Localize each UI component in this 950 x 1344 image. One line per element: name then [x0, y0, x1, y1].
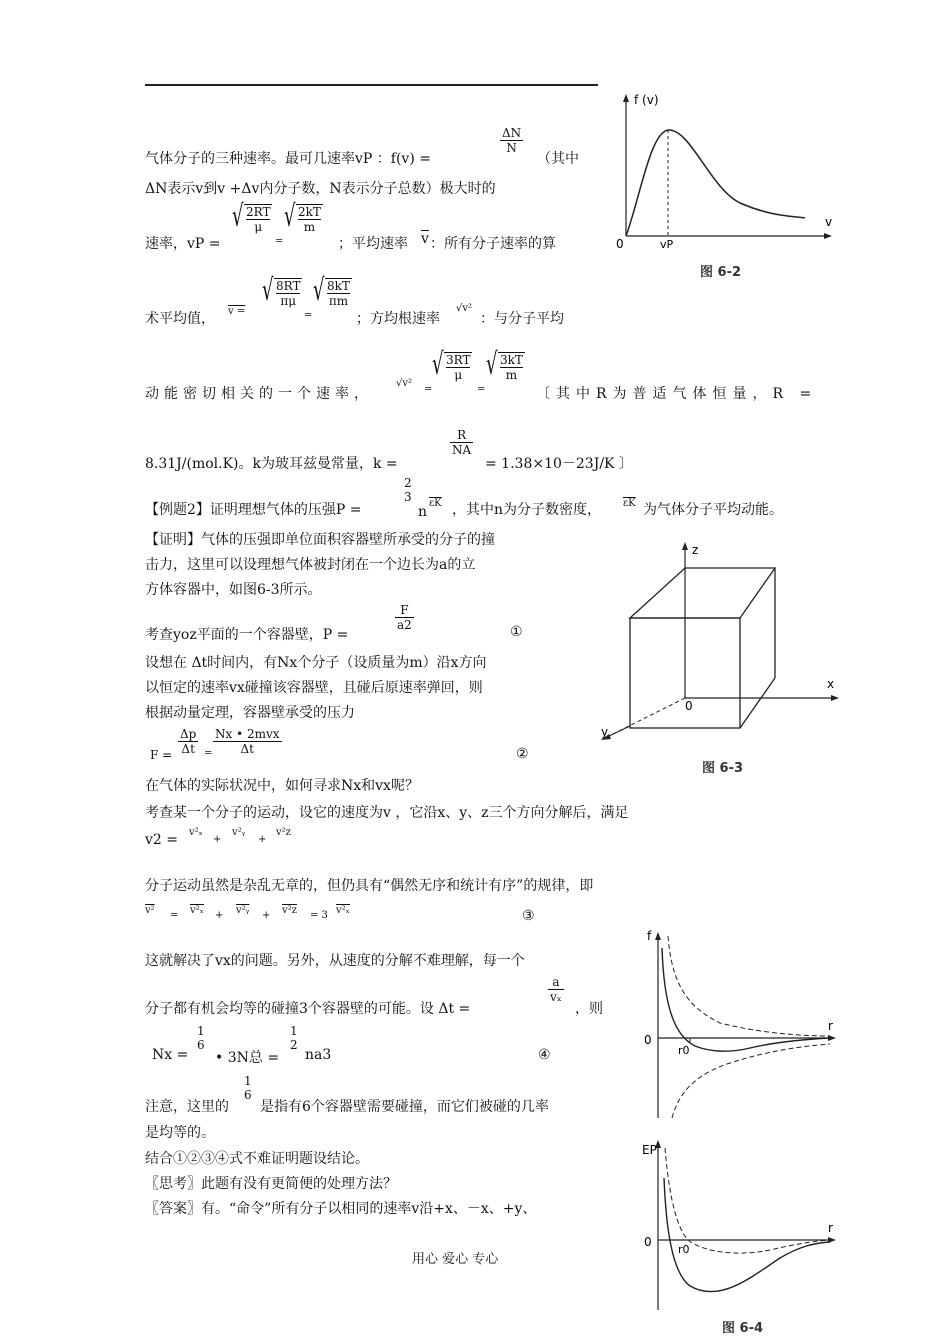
denominator: πμ: [276, 293, 300, 308]
fraction: [395, 603, 414, 632]
numerator: 2RT: [246, 205, 271, 219]
vp-label: vP: [660, 238, 674, 251]
text-line: 〔其中R为普适气体恒量，R =: [536, 386, 818, 402]
fraction: [178, 727, 198, 756]
text-line: 击力，这里可以设理想气体被封闭在一个边长为a的立: [145, 557, 476, 573]
fraction: [195, 1024, 207, 1052]
page: 气体分子的三种速率。最可几速率vP ：f(v) = $\frac{\Delta N}{N}$ （其中 ΔN表示v到v +Δv内分子数，N表示分子总数）极大时的 速率，vP = √ $\frac{2RT}{\mu}$ = √ $\frac{2kT}{m}$ ；平均速率 $\overline{v}$ ：所有分子速率的算 术平均值， v = √ $\frac{8RT}{\pi\mu}$ = √ $\frac{8kT}{\pi m}$ ；方均根速率 √v² ：与分子平均 动能密切相关的一个速率， √v² = √ $\frac{3RT}{\mu}$ = √ $\frac{3kT}{m}$ 〔其中R为普适气体恒量，R = 8.31J/(mol.K)。k为玻耳兹曼常量，k = $\frac{R}{NA}$ = 1.38×10－23J/K 〕 【例题2】证明理想气体的压强P = 2 3 n $\overline{\varepsilon K}$ ，其中n为分子数密度， $\overline{\varepsilon K}$ 为气体分子平均动能。 【证明】气体的压强即单位面积容器壁所承受的分子的撞 击力，这里可以设理想气体被封闭在一个边长为a的立 方体容器中，如图6-3所示。 考查yoz平面的一个容器壁，P = $\frac{F}{a2}$ ① 设想在 Δt时间内，有Nx个分子（设质量为m）沿x方向 以恒定的速率vx碰撞该容器壁，且碰后原速率弹回，则 根据动量定理，容器壁承受的压力 F = $\frac{\Delta p}{\Delta t}$ = Nx • 2mvx Δt ② 在气体的实际状况中，如何寻求Nx和vx呢？ 考查某一个分子的运动，设它的速度为v ，它沿x、y、z三个方向分解后，满足 v2 = v²ₓ + v²ᵧ + v²z 分子运动虽然是杂乱无章的，但仍具有“偶然无序和统计有序”的规律，即 v² = v²ₓ + v²ᵧ + v²z = 3 v²ₓ ③ 这就解决了vx的问题。另外，从速度的分解不难理解，每一个 分子都有机会均等的碰撞3个容器壁的可能。设 Δt = $\frac{a}{\text{vₓ}}$ ，则 Nx = 1 6 • 3N总 = 1 2 na3 ④ 注意，这里的 1 6 是指有6个容器壁需要碰撞，而它们被碰的几率 是均等的。 结合①②③④式不难证明题设结论。 〖思考〗此题有没有更简便的处理方法？ 〖答案〗有。“命令”所有分子以相同的速率v沿+x、－x、+y、 用心 爱心 专心 f (v) v 0 vP 图 6-2 z x y 0 图 6-3 f r 0 r0 EP r 0 r0 图 6-4: [0, 0, 950, 1344]
formula-f: F =: [150, 748, 173, 762]
numerator: 1: [290, 1024, 298, 1038]
footer: 用心 爱心 专心: [412, 1252, 499, 1267]
text-line: （其中: [537, 151, 579, 167]
text-line: 考查某一个分子的运动，设它的速度为v ，它沿x、y、z三个方向分解后，满足: [145, 805, 629, 821]
numerator: a: [552, 975, 560, 989]
text-line: ：所有分子速率的算: [430, 236, 556, 252]
plus: +: [262, 910, 271, 921]
figure-caption: 图 6-2: [700, 265, 742, 280]
plus: +: [258, 834, 267, 845]
formula-term: v²: [145, 905, 155, 916]
three: = 3: [310, 910, 328, 921]
text-line: ：与分子平均: [480, 311, 564, 327]
text-line: 【例题2】证明理想气体的压强P =: [145, 502, 362, 518]
numerator: R: [457, 428, 467, 442]
numerator: 8kT: [327, 279, 350, 293]
r0-label: r0: [678, 1044, 690, 1057]
formula-term: v²ₓ: [189, 827, 203, 838]
denominator: 2: [290, 1038, 298, 1052]
formula-term: v²ₓ: [190, 905, 204, 916]
sqrt-v2: √v²: [396, 378, 413, 389]
text-line: ，则: [575, 1001, 603, 1017]
denominator: N: [500, 140, 523, 155]
axis-label-ep: EP: [642, 1143, 657, 1157]
text-line: Nx =: [152, 1047, 189, 1063]
denominator: μ: [446, 367, 470, 382]
formula-term: v²ᵧ: [232, 827, 246, 838]
denominator: NA: [452, 443, 472, 457]
denominator: vₓ: [550, 990, 562, 1004]
text-line: ；平均速率: [338, 236, 408, 252]
plus: +: [215, 910, 224, 921]
sqrt-expression: √ $\frac{8kT}{\pi m}$: [313, 273, 350, 308]
numerator: 1: [244, 1074, 252, 1088]
text-line: 【证明】气体的压强即单位面积容器壁所承受的分子的撞: [145, 532, 495, 548]
origin-label: 0: [644, 1033, 652, 1047]
text-line: 为气体分子平均动能。: [643, 502, 783, 518]
text-line: 在气体的实际状况中，如何寻求Nx和vx呢？: [145, 778, 419, 794]
equation-number: ③: [522, 908, 535, 924]
denominator: Δt: [178, 741, 198, 756]
figure-6-4: [630, 928, 840, 1340]
sqrt-expression: √ $\frac{3RT}{\mu}$: [432, 347, 471, 382]
sqrt-v2: √v²: [456, 303, 473, 314]
text-line: 分子都有机会均等的碰撞3个容器壁的可能。设 Δt =: [145, 1001, 471, 1017]
text-line: ；方均根速率: [356, 311, 440, 327]
text-line: = 1.38×10－23J/K 〕: [485, 456, 633, 472]
fraction: [548, 975, 564, 1004]
numerator: 2: [404, 476, 412, 490]
numerator: 3kT: [500, 353, 523, 367]
equation-number: ①: [510, 624, 523, 640]
fraction: [402, 476, 414, 504]
denominator: 3: [404, 490, 412, 504]
origin-label: 0: [685, 699, 693, 713]
text-line: ，其中n为分子数密度，: [452, 502, 602, 518]
fraction: [213, 727, 282, 756]
text-line: 〖思考〗此题有没有更简便的处理方法？: [145, 1176, 397, 1192]
formula-ek: $\overline{\varepsilon K}$: [623, 498, 636, 509]
text-line: 〖答案〗有。“命令”所有分子以相同的速率v沿+x、－x、+y、: [145, 1201, 537, 1217]
numerator: 3RT: [446, 353, 471, 367]
text-line: 设想在 Δt时间内，有Nx个分子（设质量为m）沿x方向: [145, 655, 487, 671]
axis-label-f: f (v): [634, 93, 659, 107]
fraction: [242, 1074, 254, 1102]
denominator: 6: [197, 1038, 205, 1052]
figure-caption: 图 6-4: [722, 1321, 764, 1336]
denominator: Δt: [213, 741, 282, 756]
fraction: [288, 1024, 300, 1052]
text-line: 分子运动虽然是杂乱无章的，但仍具有“偶然无序和统计有序”的规律，即: [145, 878, 594, 894]
equation-number: ②: [516, 746, 529, 762]
formula-n: n: [418, 504, 428, 520]
axis-label-r: r: [828, 1019, 833, 1033]
axis-label-r: r: [828, 1221, 833, 1235]
text-line: 这就解决了vx的问题。另外，从速度的分解不难理解，每一个: [145, 953, 525, 969]
denominator: a2: [397, 618, 412, 632]
vbar: v =: [228, 306, 246, 317]
text-line: 术平均值，: [145, 311, 215, 327]
numerator: 1: [197, 1024, 205, 1038]
text-line: 气体分子的三种速率。最可几速率vP ：f(v) =: [145, 151, 431, 167]
formula-term: v²z: [282, 905, 297, 916]
denominator: πm: [328, 294, 349, 308]
fraction: [500, 126, 523, 155]
axis-label-z: z: [692, 543, 699, 557]
equals: =: [204, 748, 213, 759]
fraction: [450, 428, 473, 457]
text-line: • 3N总 =: [215, 1050, 280, 1066]
sqrt-expression: √ $\frac{2kT}{m}$: [284, 199, 321, 234]
text-line: 速率，vP =: [145, 236, 221, 252]
sqrt-expression: √ $\frac{2RT}{\mu}$: [232, 199, 271, 234]
text-line: 方体容器中，如图6-3所示。: [145, 582, 322, 598]
text-line: 注意，这里的: [145, 1099, 229, 1115]
origin-label: 0: [616, 237, 624, 251]
r0-label: r0: [678, 1243, 690, 1256]
text-line: 结合①②③④式不难证明题设结论。: [145, 1151, 369, 1167]
text-line: 以恒定的速率vx碰撞该容器壁，且碰后原速率弹回，则: [145, 680, 483, 696]
sqrt-expression: √ $\frac{3kT}{m}$: [486, 347, 523, 382]
formula-term: v²ₓ: [336, 905, 350, 916]
text-line: 考查yoz平面的一个容器壁，P =: [145, 627, 349, 643]
text-line: 是均等的。: [145, 1125, 215, 1141]
formula-term: v²z: [276, 827, 291, 838]
axis-label-x: x: [827, 677, 835, 691]
denominator: m: [500, 367, 523, 382]
plus: +: [213, 834, 222, 845]
text-line: 根据动量定理，容器壁承受的压力: [145, 705, 355, 721]
sqrt-expression: √ $\frac{8RT}{\pi\mu}$: [262, 273, 301, 308]
denominator: m: [298, 219, 321, 234]
numerator: Δp: [180, 727, 197, 741]
numerator: 2kT: [298, 205, 321, 219]
axis-label-f: f: [647, 929, 652, 943]
vbar: $\overline{v}$: [421, 231, 429, 247]
equals: =: [170, 910, 179, 921]
text-line: ΔN表示v到v +Δv内分子数，N表示分子总数）极大时的: [145, 181, 496, 197]
origin-label: 0: [644, 1235, 652, 1249]
figure-6-2: [600, 88, 840, 288]
numerator: F: [400, 603, 409, 617]
numerator: Nx • 2mvx: [215, 727, 280, 741]
denominator: 6: [244, 1088, 252, 1102]
text-line: 8.31J/(mol.K)。k为玻耳兹曼常量，k =: [145, 456, 398, 472]
numerator: ΔN: [502, 126, 522, 140]
equation-number: ④: [538, 1047, 551, 1063]
text-line: na3: [305, 1047, 332, 1063]
figure-caption: 图 6-3: [702, 761, 744, 776]
axis-label-v: v: [825, 215, 833, 229]
numerator: 8RT: [276, 279, 301, 293]
figure-6-3: [595, 538, 845, 778]
text-line: 是指有6个容器壁需要碰撞，而它们被碰的几率: [260, 1099, 549, 1115]
formula-term: v²ᵧ: [236, 905, 250, 916]
formula-ek: $\overline{\varepsilon K}$: [429, 498, 442, 509]
denominator: μ: [246, 219, 270, 234]
axis-label-y: y: [601, 725, 609, 739]
text-line: v2 =: [145, 832, 178, 848]
text-line: 动能密切相关的一个速率，: [145, 386, 373, 402]
header-rule: [145, 84, 598, 86]
